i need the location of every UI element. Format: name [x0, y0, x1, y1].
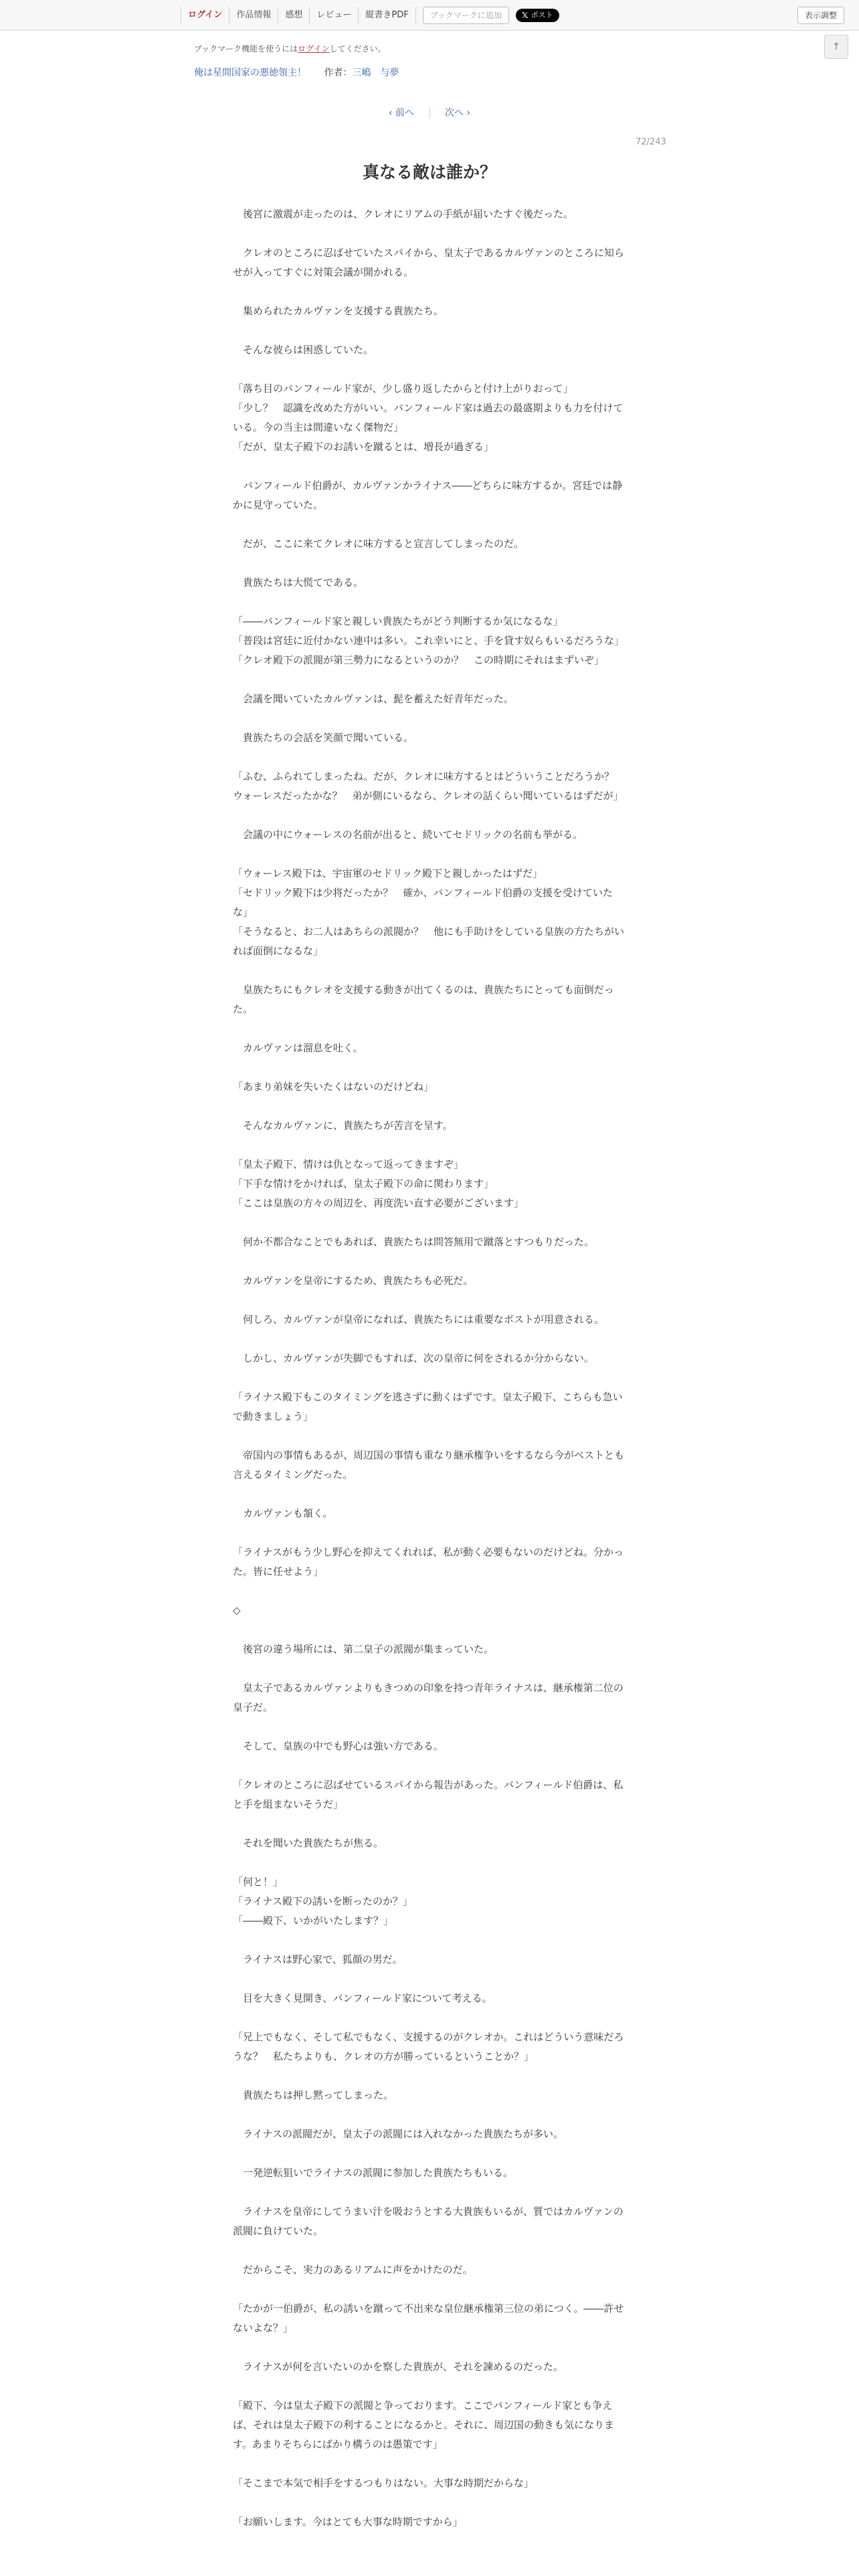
vertical-pdf-link[interactable]: 縦書きPDF [359, 7, 415, 24]
novel-paragraph: ライナスを皇帝にしてうまい汁を吸おうとする大貴族もいるが、質ではカルヴァンの派閥に負けていた。 [233, 2206, 624, 2237]
work-header [194, 66, 399, 79]
novel-paragraph: そんなカルヴァンに、貴族たちが苦言を呈す。 [233, 1119, 453, 1132]
novel-paragraph: ライナスが何を言いたいのかを察した貴族が、それを諫めるのだった。 [233, 2361, 563, 2373]
novel-paragraph: 何しろ、カルヴァンが皇帝になれば、貴族たちには重要なポストが用意される。 [233, 1313, 604, 1325]
novel-paragraph: 「殿下、今は皇太子殿下の派閥と争っております。ここでバンフィールド家とも争えば、それは皇太子殿下の利することになるかと。それに、周辺国の動きも気になります。あまりそちらにばかり構うのは愚策です」 [233, 2399, 615, 2450]
work-info-link[interactable]: 作品情報 [229, 7, 278, 24]
novel-paragraph: 「そこまで本気で相手をするつもりはない。大事な時期だからな」 [233, 2477, 534, 2489]
novel-paragraph: 「ふむ、ふられてしまったね。だが、クレオに味方するとはどういうことだろうか？ ウォーレスだったかな？ 弟が側にいるなら、クレオの話くらい聞いているはずだが」 [233, 770, 625, 802]
novel-paragraph: 会議の中にウォーレスの名前が出ると、続いてセドリックの名前も挙がる。 [233, 829, 583, 841]
novel-paragraph: しかし、カルヴァンが失脚でもすれば、次の皇帝に何をされるか分からない。 [233, 1352, 594, 1364]
novel-paragraph: 後宮に激震が走ったのは、クレオにリアムの手紙が届いたすぐ後だった。 [233, 208, 573, 220]
display-settings-button[interactable]: 表示調整 [797, 7, 844, 24]
novel-paragraph: そんな彼らは困惑していた。 [233, 344, 374, 356]
nav-list [181, 7, 559, 24]
novel-paragraph: 一発逆転狙いでライナスの派閥に参加した貴族たちもいる。 [233, 2167, 513, 2179]
novel-paragraph: 皇太子であるカルヴァンよりもきつめの印象を持つ青年ライナスは、継承権第二位の皇子だ。 [233, 1682, 624, 1713]
author-label: 作者： [324, 68, 353, 78]
x-logo-icon: 𝕏 [521, 11, 529, 20]
scroll-top-button[interactable] [824, 35, 848, 59]
chapter-title: 真なる敵は誰か？ [362, 163, 496, 182]
arrow-up-icon: ↑ [832, 41, 840, 52]
add-bookmark-button[interactable]: ブックマークに追加 [423, 7, 509, 24]
novel-paragraph: 「落ち目のバンフィールド家が、少し盛り返したからと付け上がりおって」 「少し？ 認識を改めた方がいい。バンフィールド家は過去の最盛期よりも力を付けている。今の当主は間違いなく傑物だ」 「だが、皇太子殿下のお誘いを蹴るとは、増長が過ぎる」 [233, 383, 624, 453]
impressions-link[interactable]: 感想 [278, 7, 310, 24]
novel-paragraph: 会議を聞いていたカルヴァンは、髭を蓄えた好青年だった。 [233, 693, 514, 705]
bookmark-login-notice [194, 43, 386, 54]
notice-prefix: ブックマーク機能を使うには [194, 44, 298, 53]
novel-paragraph: 「――バンフィールド家と親しい貴族たちがどう判断するか気になるな」 「普段は宮廷に近付かない連中は多い。これ幸いにと、手を貸す奴らもいるだろうな」 「クレオ殿下の派閥が第三勢力になるというのか？ この時期にそれはまずいぞ」 [233, 615, 625, 666]
x-post-button[interactable] [516, 9, 559, 22]
prev-chapter-link[interactable]: ‹ 前へ [388, 108, 415, 118]
novel-paragraph: クレオのところに忍ばせていたスパイから、皇太子であるカルヴァンのところに知らせが入ってすぐに対策会議が開かれる。 [233, 247, 624, 278]
chapter-counter: 72/243 [636, 137, 666, 147]
notice-login-link[interactable]: ログイン [298, 44, 330, 53]
novel-paragraph: 帝国内の事情もあるが、周辺国の事情も重なり継承権争いをするなら今がベストとも言えるタイミングだった。 [233, 1449, 625, 1481]
novel-paragraph: だが、ここに来てクレオに味方すると宣言してしまったのだ。 [233, 538, 524, 550]
next-chapter-link[interactable]: 次へ › [444, 108, 471, 118]
novel-body [233, 205, 628, 2551]
novel-paragraph: カルヴァンも頷く。 [233, 1507, 333, 1519]
notice-suffix: してください。 [329, 44, 386, 53]
novel-paragraph: カルヴァンは溜息を吐く。 [233, 1042, 363, 1054]
novel-paragraph: だからこそ、実力のあるリアムに声をかけたのだ。 [233, 2264, 473, 2276]
novel-paragraph: 目を大きく見開き、バンフィールド家について考える。 [233, 1992, 492, 2004]
login-link[interactable]: ログイン [181, 7, 229, 24]
novel-paragraph: カルヴァンを皇帝にするため、貴族たちも必死だ。 [233, 1275, 474, 1287]
novel-paragraph: 貴族たちの会話を笑顔で聞いている。 [233, 732, 414, 744]
novel-paragraph: 後宮の違う場所には、第二皇子の派閥が集まっていた。 [233, 1643, 494, 1655]
novel-paragraph: 集められたカルヴァンを支援する貴族たち。 [233, 305, 444, 317]
work-title-link[interactable]: 俺は星間国家の悪徳領主！ [194, 68, 306, 78]
novel-paragraph: 「何と！」 「ライナス殿下の誘いを断ったのか？」 「――殿下、いかがいたします？」 [233, 1876, 413, 1927]
novel-paragraph: 「ライナスがもう少し野心を抑えてくれれば、私が動く必要もないのだけどね。分かった。皆に任せよう」 [233, 1546, 624, 1578]
novel-paragraph: ライナスは野心家で、狐顔の男だ。 [233, 1953, 403, 1965]
chapter-pager [0, 106, 859, 119]
novel-paragraph: 「皇太子殿下、情けは仇となって返ってきますぞ」 「下手な情けをかければ、皇太子殿下の命に関わります」 「ここは皇族の方々の周辺を、再度洗い直す必要がございます」 [233, 1158, 524, 1209]
novel-paragraph: ライナスの派閥だが、皇太子の派閥には入れなかった貴族たちが多い。 [233, 2128, 563, 2140]
novel-paragraph: バンフィールド伯爵が、カルヴァンかライナス――どちらに味方するか。宮廷では静かに見守っていた。 [233, 479, 623, 511]
review-link[interactable]: レビュー [310, 7, 359, 24]
x-post-label: ポスト [531, 11, 553, 19]
novel-paragraph: ◇ [233, 1604, 241, 1616]
novel-paragraph: 貴族たちは大慌てである。 [233, 576, 364, 588]
novel-paragraph: 「たかが一伯爵が、私の誘いを蹴って不出来な皇位継承権第三位の弟につく。――許せないよな？」 [233, 2302, 624, 2334]
top-navigation-bar [0, 0, 859, 31]
novel-paragraph: 貴族たちは押し黙ってしまった。 [233, 2089, 394, 2101]
novel-paragraph: 「あまり弟妹を失いたくはないのだけどね」 [233, 1081, 434, 1093]
novel-paragraph: 「クレオのところに忍ばせているスパイから報告があった。バンフィールド伯爵は、私と手を組まないそうだ」 [233, 1779, 624, 1810]
author-link[interactable]: 三嶋 与夢 [352, 68, 399, 78]
novel-paragraph: 「ウォーレス殿下は、宇宙軍のセドリック殿下と親しかったはずだ」 「セドリック殿下は少将だったか？ 確か、バンフィールド伯爵の支援を受けていたな」 「そうなると、お二人はあちらの派閥か？ 他にも手助けをしている皇族の方たちがいれば面倒になるな」 [233, 867, 625, 957]
novel-paragraph: そして、皇族の中でも野心は強い方である。 [233, 1740, 444, 1752]
novel-paragraph: 「ライナス殿下もこのタイミングを逃さずに動くはずです。皇太子殿下、こちらも急いで動きましょう」 [233, 1391, 623, 1422]
novel-paragraph: 皇族たちにもクレオを支援する動きが出てくるのは、貴族たちにとっても面倒だった。 [233, 984, 614, 1015]
novel-paragraph: それを聞いた貴族たちが焦る。 [233, 1837, 384, 1849]
novel-paragraph: 何か不都合なことでもあれば、貴族たちは問答無用で蹴落とすつもりだった。 [233, 1236, 595, 1248]
novel-paragraph: 「お願いします。今はとても大事な時期ですから」 [233, 2516, 463, 2528]
novel-paragraph: 「兄上でもなく、そして私でもなく、支援するのがクレオか。これはどういう意味だろうな？ 私たちよりも、クレオの方が勝っているということか？」 [233, 2031, 624, 2062]
